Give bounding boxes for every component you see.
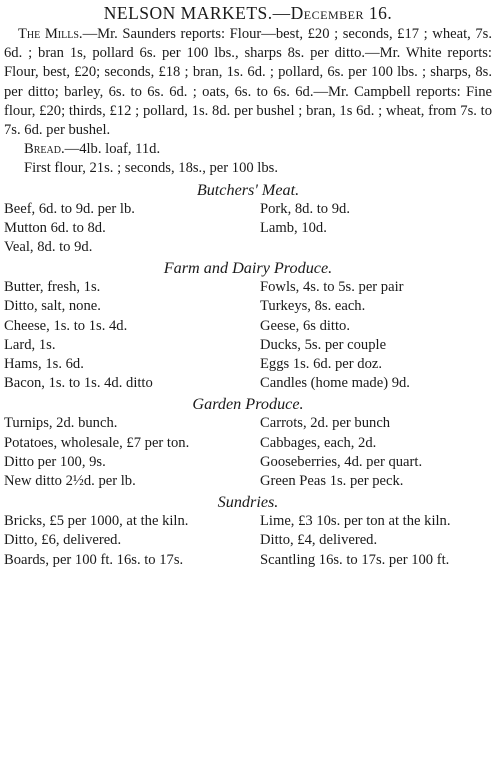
price-entry: Green Peas 1s. per peck. xyxy=(260,473,404,490)
farm-price-list xyxy=(4,278,492,393)
title-main: NELSON MARKETS. xyxy=(103,3,273,23)
price-entry: Turkeys, 8s. each. xyxy=(260,298,366,315)
price-entry-empty xyxy=(260,453,492,472)
price-entry: Beef, 6d. to 9d. per lb. xyxy=(4,200,135,217)
price-entry: Gooseberries, 4d. per quart. xyxy=(260,453,423,470)
price-entry: Potatoes, wholesale, £7 per ton. xyxy=(4,434,190,451)
price-entry: Eggs 1s. 6d. per doz. xyxy=(260,356,383,373)
price-entry: Ditto per 100, 9s. xyxy=(4,453,106,470)
section-heading-sundries: Sundries. xyxy=(217,493,279,512)
section-heading-garden: Garden Produce. xyxy=(192,395,304,414)
price-entry: Geese, 6s ditto. xyxy=(260,317,350,334)
price-entry: Bacon, 1s. to 1s. 4d. ditto xyxy=(4,375,153,392)
sundries-price-list xyxy=(4,512,492,570)
page-title xyxy=(4,2,492,24)
price-entry: Lard, 1s. xyxy=(4,336,56,353)
price-entry: Boards, per 100 ft. 16s. to 17s. xyxy=(4,551,184,568)
price-entry: Turnips, 2d. bunch. xyxy=(4,415,118,432)
price-entry: Candles (home made) 9d. xyxy=(260,375,410,392)
section-heading-butchers: Butchers' Meat. xyxy=(196,180,300,199)
butchers-price-list xyxy=(4,200,492,258)
garden-price-list-continued xyxy=(4,453,492,491)
price-entry: Ditto, salt, none. xyxy=(4,298,101,315)
price-entry: Ducks, 5s. per couple xyxy=(260,336,387,353)
price-entry: Mutton 6d. to 8d. xyxy=(4,219,106,236)
bread-label: Bread. xyxy=(24,141,65,158)
title-date: December 16. xyxy=(290,3,393,23)
bread-text: —4lb. loaf, 11d. xyxy=(64,141,161,158)
price-entry: Hams, 1s. 6d. xyxy=(4,356,84,373)
title-dash: — xyxy=(272,3,291,23)
price-entry xyxy=(260,238,492,257)
mills-heading: The Mills. xyxy=(18,26,83,42)
price-entry: Cabbages, each, 2d. xyxy=(260,434,377,451)
flour-line: First flour, 21s. ; seconds, 18s., per 100 lbs. xyxy=(24,160,278,177)
section-heading-farm: Farm and Dairy Produce. xyxy=(163,259,333,278)
price-entry: Bricks, £5 per 1000, at the kiln. xyxy=(4,513,189,530)
price-entry: Pork, 8d. to 9d. xyxy=(260,200,350,217)
mills-report xyxy=(4,25,492,140)
price-entry: New ditto 2½d. per lb. xyxy=(4,473,136,490)
mills-text: —Mr. Saunders reports: Flour—best, £20 ; seconds, £17 ; wheat, 7s. 6d. ; bran 1s, pollard 6s. per 100 lbs., sharps 8s. per ditto.—Mr. White reports: Flour, best, £20; seconds, £18 ; bran, 1s. 6d. ; pollard, 6s. per 100 lbs. ; sharps, 8s. per ditto; barley, 6s. to 6s. 6d. ; oats, 6s. to 6s. 6d.—Mr. Campbell reports: Fine flour, £20; thirds, £12 ; pollard, 1s. 8d. per bushel ; bran, 1s 6d. ; wheat, from 7s. to 7s. 6d. per bushel. xyxy=(4,26,492,139)
bread-line xyxy=(24,140,492,159)
price-entry: Ditto, £4, delivered. xyxy=(260,532,378,549)
price-entry: Ditto, £6, delivered. xyxy=(4,532,122,549)
price-entry: Fowls, 4s. to 5s. per pair xyxy=(260,279,404,296)
price-entry: Cheese, 1s. to 1s. 4d. xyxy=(4,317,128,334)
price-entry: Lime, £3 10s. per ton at the kiln. xyxy=(260,513,451,530)
price-entry: Scantling 16s. to 17s. per 100 ft. xyxy=(260,551,450,568)
price-entry: Lamb, 10d. xyxy=(260,219,327,236)
price-entry: Butter, fresh, 1s. xyxy=(4,279,101,296)
price-entry: Carrots, 2d. per bunch xyxy=(260,415,391,432)
price-entry: Veal, 8d. to 9d. xyxy=(4,239,93,256)
